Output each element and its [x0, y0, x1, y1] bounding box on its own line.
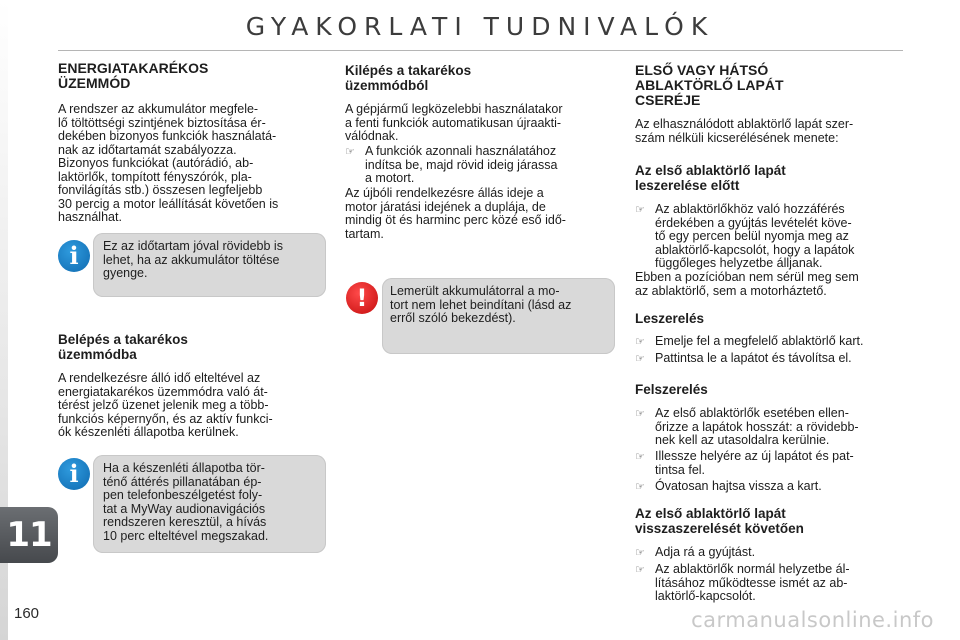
section-title-enter-saving-mode: Belépés a takarékos üzemmódba — [58, 332, 188, 362]
installation-bullet-2: ☞ Illessze helyére az új lapátot és pat- tintsa fel. — [635, 449, 854, 477]
page-number: 160 — [14, 605, 40, 622]
removal-section — [635, 311, 903, 326]
enter-saving-mode-paragraph: A rendelkezésre álló idő elteltével az energiatakarékos üzemmódra való át- térést jelző üzenet jelenik meg a több- funkciós képernyőn, és az aktív funkci- ók készenléti állapotba kerülnek. — [58, 371, 273, 440]
after-installation-bullet-2: ☞ Az ablaktörlők normál helyzetbe ál- lításához működtesse ismét az ab- laktörlő-kapcsolót. — [635, 562, 850, 604]
page-header-title: GYAKORLATI TUDNIVALÓK — [245, 12, 715, 41]
pointing-hand-icon: ☞ — [635, 335, 645, 348]
installation-bullet-3: ☞ Óvatosan hajtsa vissza a kart. — [635, 479, 822, 493]
info-icon: i — [58, 458, 90, 490]
energy-saving-paragraph-1: A rendszer az akkumulátor megfele- lő töltöttségi szintjének biztosítása ér- dekében bizonyos funkciók használatá- nak az időtartamát szabályozza. — [58, 102, 277, 157]
wiper-blade-intro: Az elhasználódott ablaktörlő lapát szer- szám nélküli kicserélésének menete: — [635, 117, 854, 145]
pointing-hand-icon: ☞ — [635, 203, 645, 216]
before-removal-paragraph: Ebben a pozícióban nem sérül meg sem az ablaktörlő, sem a motorháztető. — [635, 270, 859, 298]
before-removal-section — [635, 163, 903, 193]
chapter-number-tab: 11 — [0, 507, 58, 563]
exit-saving-mode-section — [345, 63, 615, 93]
after-installation-section — [635, 506, 903, 536]
installation-bullet-1: ☞ Az első ablaktörlők esetében ellen- őrizze a lapátok hosszát: a rövidebb- nek kell az utasoldalra kerülnie. — [635, 406, 859, 448]
watermark-text: carmanualsonline.info — [691, 608, 934, 632]
warning-icon: ! — [346, 282, 378, 314]
section-title-energy-saving: ENERGIATAKARÉKOS ÜZEMMÓD — [58, 60, 209, 91]
section-title-installation: Felszerelés — [635, 382, 708, 397]
section-title-after-installation: Az első ablaktörlő lapát visszaszerelését követően — [635, 506, 804, 536]
exit-saving-mode-paragraph-1: A gépjármű legközelebbi használatakor a fenti funkciók automatikusan újraakti- válódnak. — [345, 102, 563, 144]
info-note-phone-call-text: Ha a készenléti állapotba tör- ténő áttérés pillanatában ép- pen telefonbeszélgetést foly- tat a MyWay audionavigációs rendszeren keresztül, a hívás 10 perc elteltével megszakad. — [103, 461, 269, 543]
warning-note-battery-text: Lemerült akkumulátorral a mo- tort nem lehet beindítani (lásd az erről szóló bekezdést). — [390, 284, 572, 326]
pointing-hand-icon: ☞ — [635, 563, 645, 576]
exit-saving-mode-paragraph-2: Az újbóli rendelkezésre állás ideje a motor járatási idejének a duplája, de mindig öt és harminc perc közé eső idő- tartam. — [345, 186, 566, 241]
pointing-hand-icon: ☞ — [635, 480, 645, 493]
info-icon: i — [58, 240, 90, 272]
header-divider — [58, 50, 903, 51]
removal-bullet-2: ☞ Pattintsa le a lapátot és távolítsa el. — [635, 351, 852, 365]
pointing-hand-icon: ☞ — [635, 546, 645, 559]
energy-saving-paragraph-2: Bizonyos funkciókat (autórádió, ab- laktörlők, tompított fényszórók, pla- fonvilágítás stb.) összesen legfeljebb 30 percig a motor leállítását követően is használhat. — [58, 156, 279, 225]
removal-bullet-1: ☞ Emelje fel a megfelelő ablaktörlő kart. — [635, 334, 864, 348]
section-title-exit-saving-mode: Kilépés a takarékos üzemmódból — [345, 63, 472, 93]
pointing-hand-icon: ☞ — [635, 450, 645, 463]
section-title-removal: Leszerelés — [635, 311, 705, 326]
enter-saving-mode-section — [58, 332, 326, 362]
pointing-hand-icon: ☞ — [345, 145, 355, 158]
section-title-before-removal: Az első ablaktörlő lapát leszerelése előtt — [635, 163, 786, 193]
energy-saving-section — [58, 61, 326, 91]
pointing-hand-icon: ☞ — [635, 407, 645, 420]
installation-section — [635, 382, 903, 397]
info-note-duration-text: Ez az időtartam jóval rövidebb is lehet, ha az akkumulátor töltése gyenge. — [103, 239, 283, 281]
wiper-blade-section — [635, 63, 903, 108]
after-installation-bullet-1: ☞ Adja rá a gyújtást. — [635, 545, 756, 559]
section-title-wiper-blade: ELSŐ VAGY HÁTSÓ ABLAKTÖRLŐ LAPÁT CSERÉJE — [635, 62, 784, 108]
exit-saving-mode-bullet: ☞ A funkciók azonnali használatához indítsa be, majd rövid ideig járassa a motort. — [345, 144, 558, 186]
before-removal-bullet: ☞ Az ablaktörlőkhöz való hozzáférés érdekében a gyújtás levételét köve- tő egy percen belül nyomja meg az ablaktörlő-kapcsolót, hogy a lapátok függőleges helyzetbe álljanak. — [635, 202, 855, 271]
pointing-hand-icon: ☞ — [635, 352, 645, 365]
